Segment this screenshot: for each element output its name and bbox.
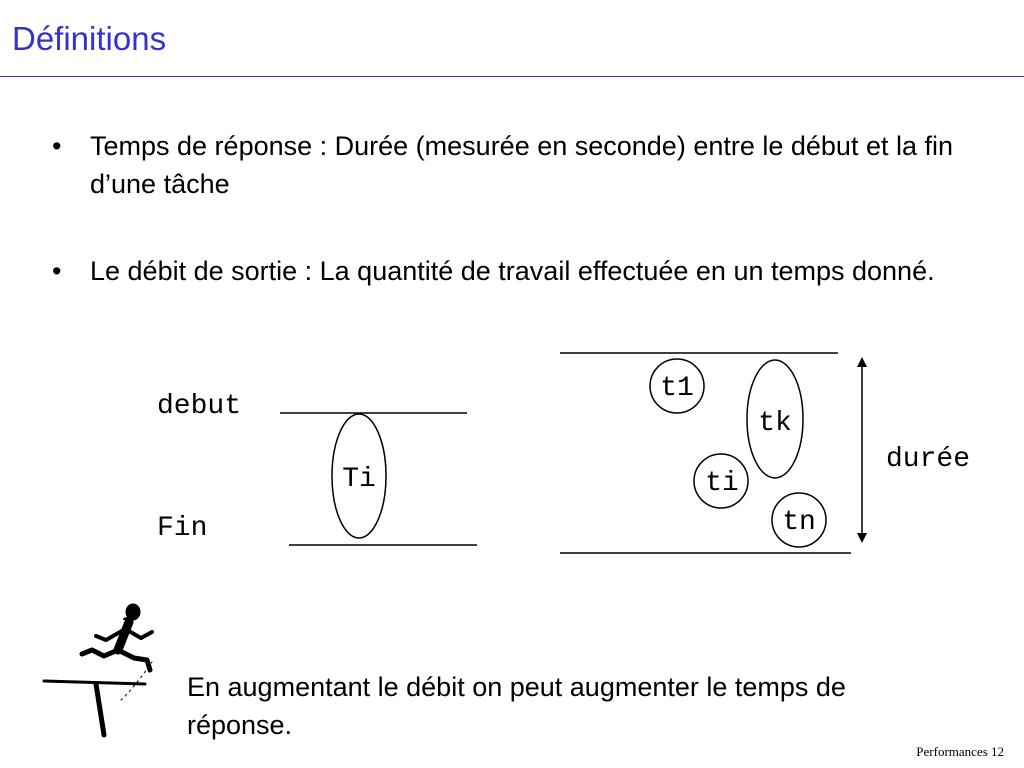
- task-label-ti: Ti: [342, 464, 376, 495]
- bullet-text: Le débit de sortie : La quantité de travail effectuée en un temps donné.: [90, 256, 935, 286]
- task-label-ti-right: ti: [705, 468, 739, 499]
- runner-icon: [44, 604, 152, 735]
- bullet-marker: •: [52, 256, 62, 286]
- conclusion-note: En augmentant le débit on peut augmenter le temps de réponse.: [187, 672, 846, 740]
- end-label: Fin: [157, 513, 208, 544]
- task-label-tn: tn: [782, 507, 816, 538]
- slide-title: Définitions: [12, 20, 167, 57]
- task-label-tk: tk: [758, 408, 792, 439]
- task-label-t1: t1: [660, 373, 694, 404]
- start-label: debut: [157, 391, 242, 422]
- slide-footer: Performances 12: [916, 744, 1004, 759]
- bullet-marker: •: [52, 131, 62, 161]
- duration-label: durée: [886, 444, 971, 475]
- bullet-text: Temps de réponse : Durée (mesurée en seconde) entre le début et la fin d’une tâche: [90, 131, 953, 199]
